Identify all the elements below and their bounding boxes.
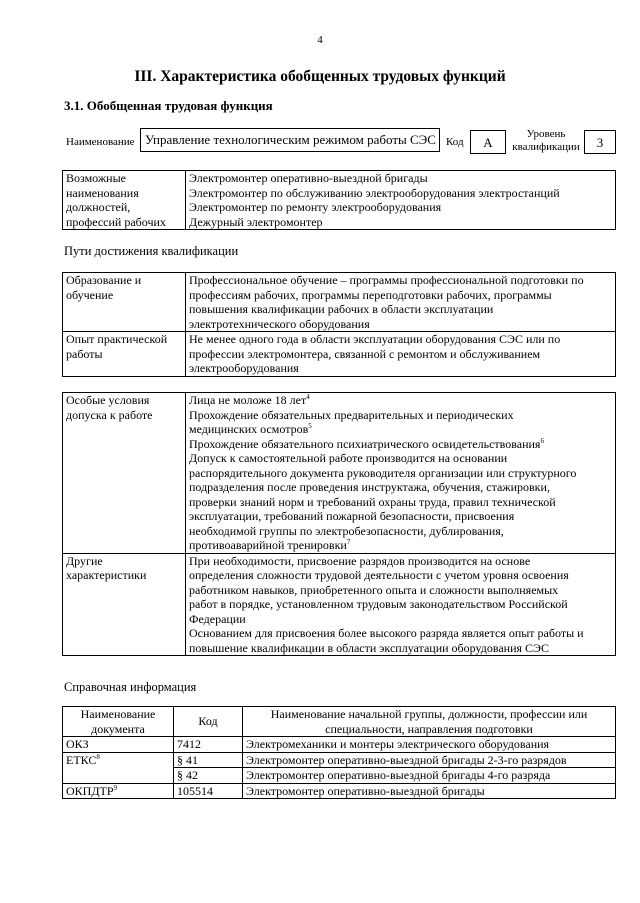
etks-code-2: § 42 (174, 768, 243, 784)
table-row (63, 737, 616, 753)
table-row (63, 783, 616, 799)
special-conditions-value: Лица не моложе 18 лет$^4$ Прохождение обязательных предварительных и периодических медицинских осмотров$^5$ Прохождение обязательного психиатрического освидетельствования$^6$ Допуск к самостоятельной работе производится на основании распорядительного документа руководителя организации или структурного подразделения после проведения инструктажа, обучения, стажировки, проверки знаний норм и требований охраны труда, правил технической эксплуатации, требований пожарной безопасности, присвоения необходимой группы по электробезопасности, дублирования, противоаварийной тренировки$^7$ (186, 393, 616, 554)
positions-list (186, 171, 616, 230)
position-item: Электромонтер оперативно-выездной бригады (189, 171, 428, 185)
okpdtr-name: Электромонтер оперативно-выездной бригады (243, 783, 616, 799)
etks-name-2: Электромонтер оперативно-выездной бригады 4-го разряда (243, 768, 616, 784)
education-label: Образование и обучение (63, 273, 186, 332)
header-name: Наименование начальной группы, должности, профессии или специальности, направления подготовки (243, 707, 616, 737)
other-label: Другие характеристики (63, 553, 186, 656)
reference-title: Справочная информация (64, 680, 197, 694)
footnote-ref: 5 (308, 422, 312, 430)
footnote-ref: 8 (96, 752, 100, 761)
header-code: Код (174, 707, 243, 737)
etks-code-1: § 41 (174, 752, 243, 768)
conditions-table (62, 392, 616, 656)
page-number: 4 (317, 34, 323, 46)
etks-doc: ЕТКС$^8$ (63, 752, 174, 783)
table-row (63, 752, 616, 768)
subsection-title: 3.1. Обобщенная трудовая функция (64, 98, 273, 113)
section-title: III. Характеристика обобщенных трудовых функций (134, 68, 506, 85)
okz-code: 7412 (174, 737, 243, 753)
experience-value: Не менее одного года в области эксплуатации оборудования СЭС или по профессии электромонтера, связанной с ремонтом и обслуживанием электрооборудования (186, 332, 616, 377)
level-label-line-2: квалификации (512, 141, 580, 153)
level-label-line-1: Уровень (526, 128, 566, 140)
experience-label: Опыт практической работы (63, 332, 186, 377)
other-value: При необходимости, присвоение разрядов производится на основе определения сложности трудовой деятельности с учетом уровня освоения работником навыков, приобретенного опыта и сложности выполняемых работ в порядке, установленном трудовым законодательством Российской Федерации Основанием для присвоения более высокого разряда является опыт работы и повышение квалификации в области эксплуатации оборудования СЭС (186, 553, 616, 656)
okpdtr-code: 105514 (174, 783, 243, 799)
footnote-ref: 7 (346, 538, 351, 546)
reference-table (62, 706, 616, 799)
position-item: Дежурный электромонтер (189, 214, 323, 229)
okz-name: Электромеханики и монтеры электрического оборудования (243, 737, 616, 753)
paths-title: Пути достижения квалификации (64, 244, 239, 258)
level-label (512, 128, 580, 154)
footnote-ref: 9 (113, 783, 118, 792)
header-document: Наименование документа (63, 707, 174, 737)
footnote-ref: 6 (540, 436, 544, 445)
code-value: А (470, 130, 506, 154)
education-value: Профессиональное обучение – программы профессиональной подготовки по профессиям рабочих, программы переподготовки рабочих, программы повышения квалификации рабочих в области эксплуатации электротехнического оборудования (186, 273, 616, 332)
okz-doc: ОКЗ (63, 737, 174, 753)
etks-name-1: Электромонтер оперативно-выездной бригады 2-3-го разрядов (243, 752, 616, 768)
positions-label: Возможные наименования должностей, профессий рабочих (63, 171, 186, 230)
function-name-value: Управление технологическим режимом работы СЭС (140, 128, 440, 152)
code-label: Код (446, 136, 464, 148)
okpdtr-doc: ОКПДТР$^9$ (63, 783, 174, 799)
positions-table (62, 170, 616, 230)
position-item: Электромонтер по обслуживанию электрооборудования электростанций (189, 185, 560, 200)
special-conditions-label: Особые условия допуска к работе (63, 393, 186, 554)
name-label: Наименование (66, 136, 135, 148)
level-value: 3 (584, 130, 616, 154)
qualification-paths-table (62, 272, 616, 377)
footnote-ref: 4 (306, 393, 310, 401)
position-item: Электромонтер по ремонту электрооборудования (189, 200, 442, 214)
